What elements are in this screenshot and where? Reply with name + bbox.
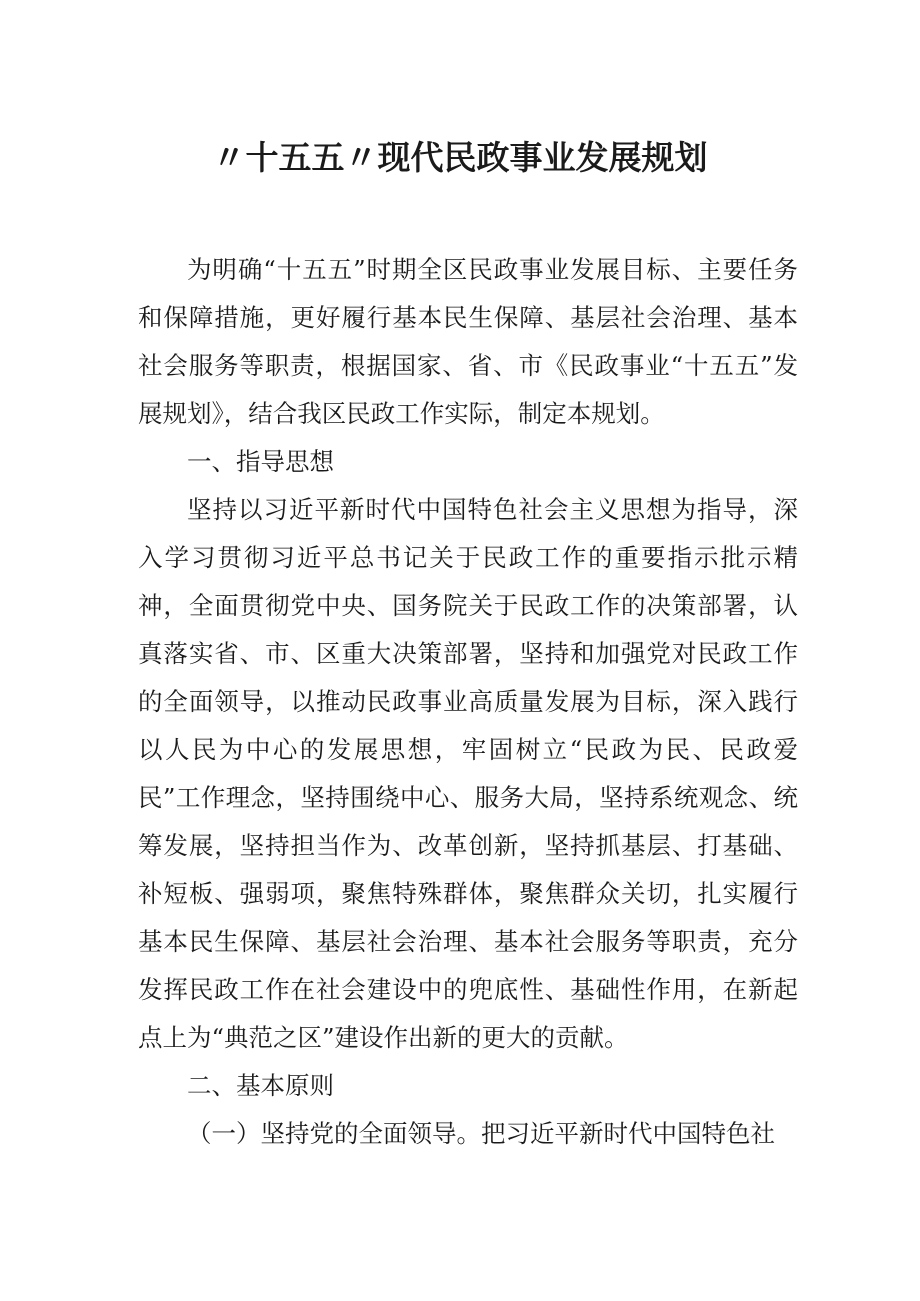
document-title: 〃十五五〃现代民政事业发展规划 <box>212 138 708 177</box>
document-body <box>138 246 798 1158</box>
guiding-thought-paragraph: 坚持以习近平新时代中国特色社会主义思想为指导，深入学习贯彻习近平总书记关于民政工作的重要指示批示精神，全面贯彻党中央、国务院关于民政工作的决策部署，认真落实省、市、区重大决策部署，坚持和加强党对民政工作的全面领导，以推动民政事业高质量发展为目标，深入践行以人民为中心的发展思想，牢固树立“民政为民、民政爱民”工作理念，坚持围绕中心、服务大局，坚持系统观念、统筹发展，坚持担当作为、改革创新，坚持抓基层、打基础、补短板、强弱项，聚焦特殊群体，聚焦群众关切，扎实履行基本民生保障、基层社会治理、基本社会服务等职责，充分发挥民政工作在社会建设中的兜底性、基础性作用，在新起点上为“典范之区”建设作出新的更大的贡献。 <box>138 495 798 1052</box>
intro-paragraph: 为明确“十五五”时期全区民政事业发展目标、主要任务和保障措施，更好履行基本民生保障、基层社会治理、基本社会服务等职责，根据国家、省、市《民政事业“十五五”发展规划》，结合我区民政工作实际，制定本规划。 <box>138 255 798 428</box>
section-heading-guiding-thought: 一、指导思想 <box>187 447 334 476</box>
principle-item-1: （一）坚持党的全面领导。把习近平新时代中国特色社 <box>187 1119 775 1148</box>
section-heading-basic-principles: 二、基本原则 <box>187 1071 334 1100</box>
